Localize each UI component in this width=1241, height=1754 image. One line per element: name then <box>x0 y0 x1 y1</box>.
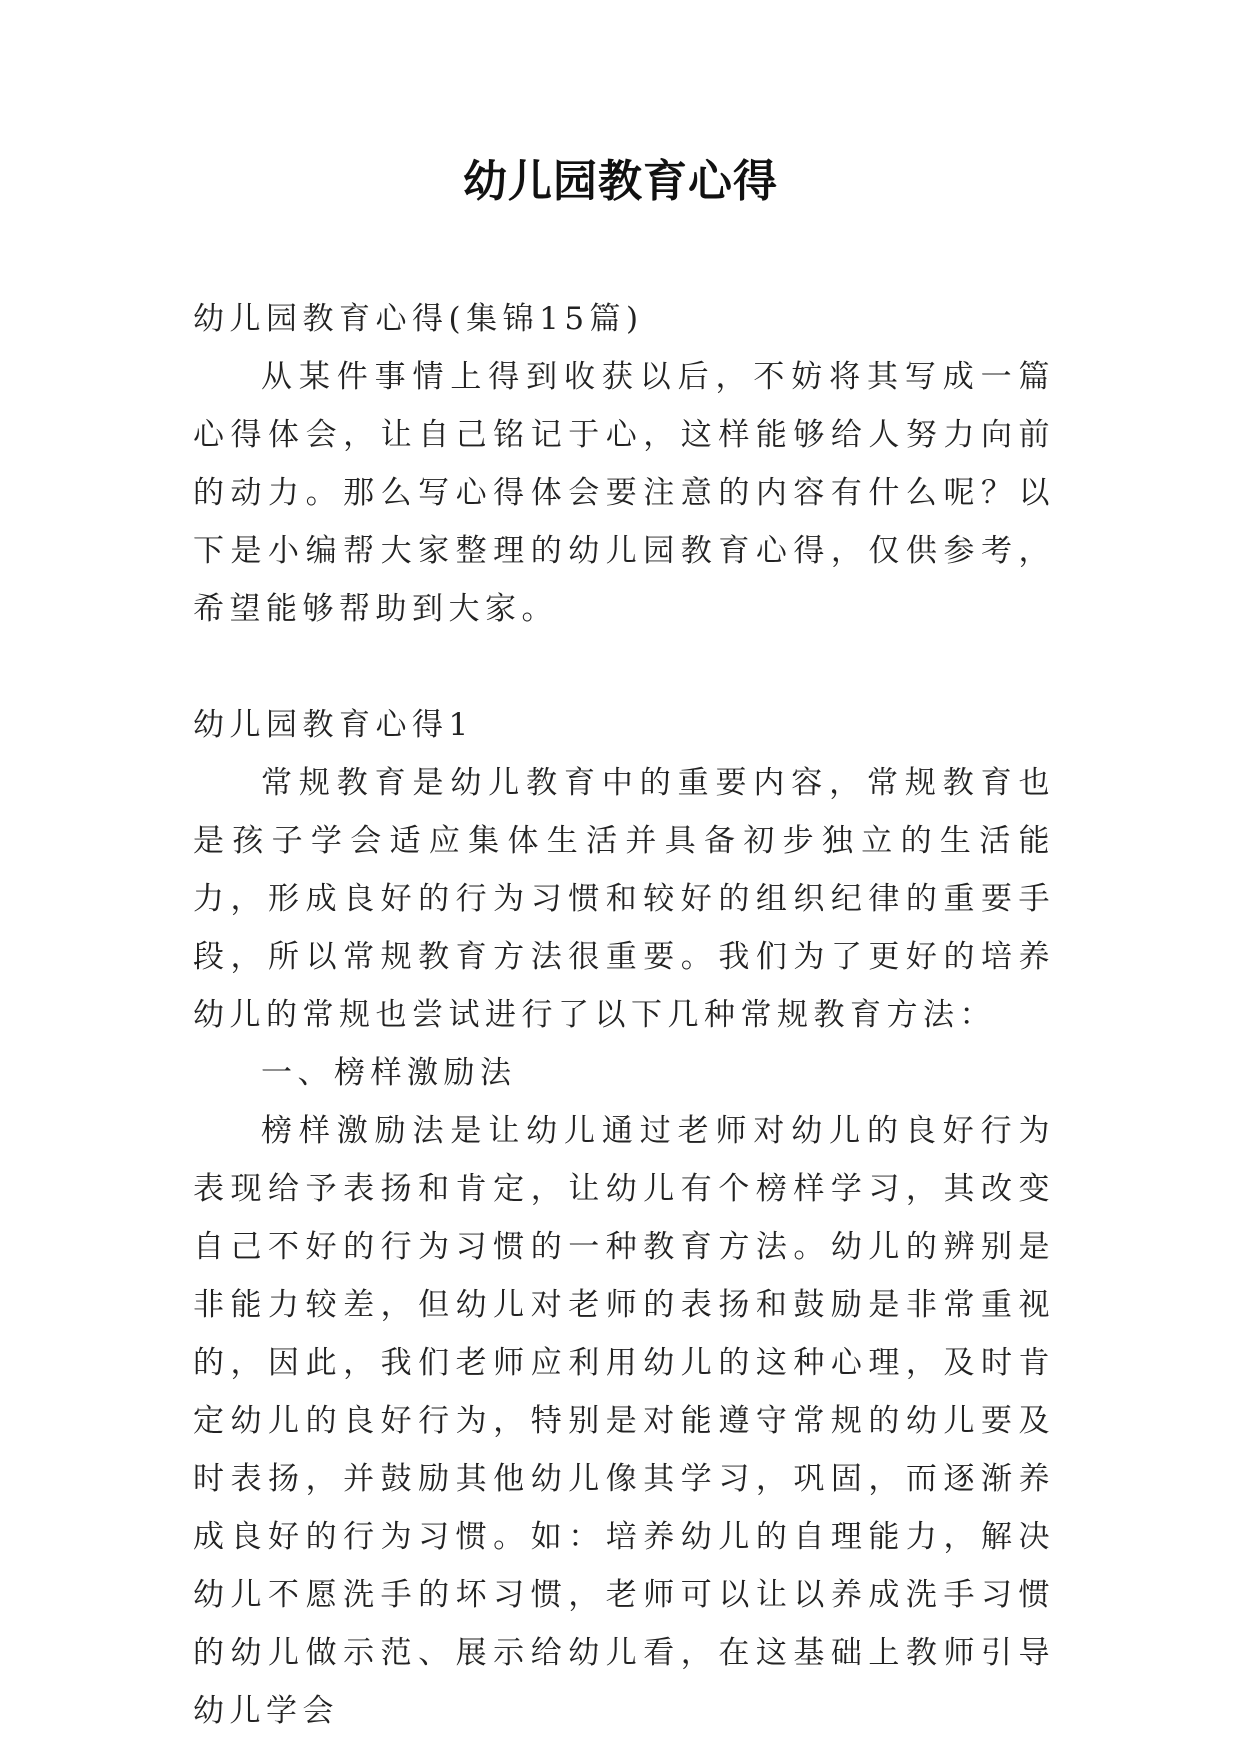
document-body <box>193 290 1055 1740</box>
subheading-role-model-method: 一、榜样激励法 <box>261 1055 517 1091</box>
section-heading: 幼儿园教育心得1 <box>193 707 474 743</box>
paragraph-role-model-method: 榜样激励法是让幼儿通过老师对幼儿的良好行为表现给予表扬和肯定，让幼儿有个榜样学习，其改变自己不好的行为习惯的一种教育方法。幼儿的辨别是非能力较差，但幼儿对老师的表扬和鼓励是非常重视的，因此，我们老师应利用幼儿的这种心理，及时肯定幼儿的良好行为，特别是对能遵守常规的幼儿要及时表扬，并鼓励其他幼儿像其学习，巩固，而逐渐养成良好的行为习惯。如：培养幼儿的自理能力，解决幼儿不愿洗手的坏习惯，老师可以让以养成洗手习惯的幼儿做示范、展示给幼儿看，在这基础上教师引导幼儿学会 <box>193 1113 1055 1729</box>
intro-paragraph: 从某件事情上得到收获以后，不妨将其写成一篇心得体会，让自己铭记于心，这样能够给人努力向前的动力。那么写心得体会要注意的内容有什么呢？以下是小编帮大家整理的幼儿园教育心得，仅供参考，希望能够帮助到大家。 <box>193 359 1055 627</box>
document-subtitle: 幼儿园教育心得(集锦15篇) <box>193 301 644 337</box>
page-title: 幼儿园教育心得 <box>463 156 778 207</box>
paragraph-routine-education: 常规教育是幼儿教育中的重要内容，常规教育也是孩子学会适应集体生活并具备初步独立的生活能力，形成良好的行为习惯和较好的组织纪律的重要手段，所以常规教育方法很重要。我们为了更好的培养幼儿的常规也尝试进行了以下几种常规教育方法： <box>193 765 1055 1033</box>
